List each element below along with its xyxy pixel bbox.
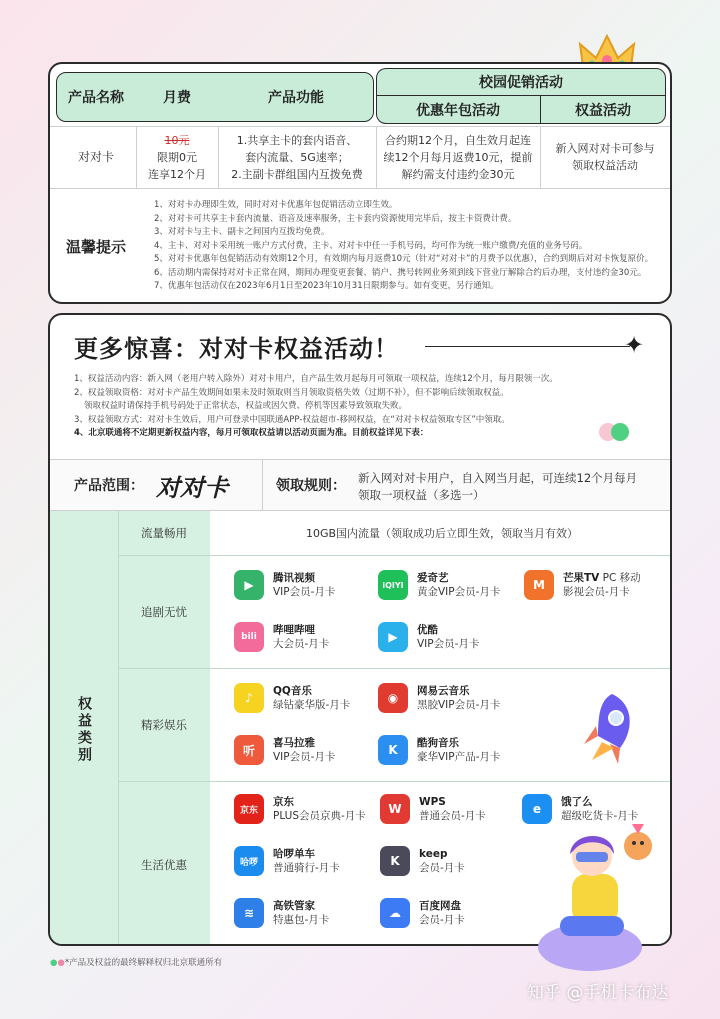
app-name: 腾讯视频 [273,572,315,584]
app-desc: VIP会员-月卡 [273,586,336,598]
green-dot [611,423,629,441]
app-extra: PC 移动 [599,572,641,584]
features-cell [218,126,376,188]
tip-item: 2、对对卡可共享主卡套内流量、语音及速率服务，主卡套内资源使用完毕后，按主卡资费计费。 [154,213,517,224]
gaotie-icon: ≋ [234,898,264,928]
app-name: 优酷 [417,624,438,636]
footnote-text: *产品及权益的最终解释权归北京联通所有 [64,958,223,968]
app-name: 饿了么 [561,796,593,808]
header-features: 产品功能 [268,90,324,106]
keep-icon: K [380,846,410,876]
rights-line: 新入网对对卡可参与 [555,142,655,155]
header-product-name: 产品名称 [68,90,124,106]
app-netease-music [378,683,500,713]
qq-music-icon: ♪ [234,683,264,713]
app-name: 京东 [273,796,294,808]
app-iqiyi [378,570,500,600]
app-desc: 会员-月卡 [419,914,465,926]
bilibili-icon: bili [234,622,264,652]
flow-text: 10GB国内流量（领取成功后立即生效，领取当月有效） [305,527,579,540]
app-name: 百度网盘 [419,900,461,912]
app-bilibili [234,622,329,652]
ximalaya-icon: 听 [234,735,264,765]
kugou-icon: K [378,735,408,765]
app-name: QQ音乐 [273,685,312,697]
decor-dots [605,423,629,445]
app-desc: 普通会员-月卡 [419,810,486,822]
girl-illustration [520,812,670,976]
scope-value: 对对卡 [156,474,228,502]
header-monthly-fee: 月费 [163,90,191,106]
wps-icon: W [380,794,410,824]
row-video [210,556,672,668]
rights-cell [540,126,670,188]
tips-list [154,199,664,294]
app-gaotie [234,898,329,928]
enjoy-months: 连享12个月 [148,167,206,181]
app-desc: 黑胶VIP会员-月卡 [417,699,501,711]
feature-line: 1.共享主卡的套内语音、 [236,133,358,147]
row-label-video: 追剧无忧 [141,605,187,619]
app-desc: VIP会员-月卡 [273,751,336,763]
app-name: 哈啰单车 [273,848,315,860]
app-wps [380,794,486,824]
row-label-flow: 流量畅用 [141,526,187,540]
tips-title: 温馨提示 [66,238,127,256]
app-desc: PLUS会员京典-月卡 [273,810,366,822]
iqiyi-icon: iQIYI [378,570,408,600]
scope-label: 产品范围： [74,478,144,494]
app-qq-music [234,683,350,713]
scope-divider [262,460,263,512]
old-price: 10元 [164,133,190,147]
row-label-life: 生活优惠 [141,858,187,872]
app-desc: 影视会员-月卡 [563,586,630,598]
monthly-fee-cell [136,126,218,188]
feature-line: 2.主副卡群组国内互拨免费 [231,167,363,181]
app-name: 哔哩哔哩 [273,624,315,636]
app-desc: 黄金VIP会员-月卡 [417,586,501,598]
annual-cell [376,126,540,188]
app-desc: VIP会员-月卡 [417,638,480,650]
app-kugou [378,735,500,765]
headline-rule [425,346,630,347]
app-desc: 特惠包-月卡 [273,914,330,926]
tencent-video-icon: ▶ [234,570,264,600]
note-item: 2、权益领取资格：对对卡产品生效期间如果未及时领取则当月领取资格失效（过期不补），但不影响后续领取权益。 [74,387,509,398]
app-ximalaya [234,735,335,765]
app-keep [380,846,465,876]
tip-item: 6、活动期内需保持对对卡正常在网，期间办理变更套餐、销户、携号转网业务须到线下营业厅解除合约后办理，支付违约金30元。 [154,267,647,278]
tip-item: 4、主卡、对对卡采用统一账户方式付费，主卡、对对卡中任一手机号码，均可作为统一账户缴费/充值的业务号码。 [154,240,588,251]
app-name: 喜马拉雅 [273,737,315,749]
category-label: 权益类别 [76,695,92,764]
app-desc: 大会员-月卡 [273,638,330,650]
header-campus-promo: 校园促销活动 [479,75,563,91]
row-label-ent: 精彩娱乐 [141,718,187,732]
app-name: keep [419,848,448,860]
annual-line: 合约期12个月，自生效月起连 [385,133,531,147]
app-desc: 超级吃货卡-月卡 [561,810,639,822]
note-item: 3、权益领取方式：对对卡生效后，用户可登录中国联通APP-权益超市-移网权益，在“对对卡权益领取专区”中领取。 [74,414,510,425]
app-desc: 普通骑行-月卡 [273,862,340,874]
tip-item: 3、对对卡与主卡、副卡之间国内互拨均免费。 [154,227,330,237]
app-youku [378,622,479,652]
app-hellobike [234,846,340,876]
row-flow [210,511,672,555]
product-name-cell: 对对卡 [77,149,114,164]
mango-tv-icon: M [524,570,554,600]
watermark: 知乎 @手机卡布达 [527,983,669,1003]
promo-headline: 更多惊喜：对对卡权益活动！ [74,335,399,363]
category-column [50,511,118,946]
app-name: 芒果TV [563,572,600,584]
annual-line: 解约需支付违约金30元 [401,167,515,181]
rights-line: 领取权益活动 [572,159,638,172]
scope-row [50,459,670,511]
sparkle-icon: ✦ [624,331,645,359]
tip-item: 5、对对卡优惠年包促销活动有效期12个月，有效期内每月返费10元（针对“对对卡”的月费予以优惠），合约到期后对对卡恢复原价。 [154,254,654,264]
tip-item: 7、优惠年包活动仅在2023年6月1日至2023年10月31日限期参与。如有变更，另行通知。 [154,281,499,291]
app-baidu-netdisk [380,898,465,928]
feature-line: 套内流量、5G速率； [245,150,349,164]
product-table-card [48,62,672,304]
rule-value: 新入网对对卡用户，自入网当月起，可连续12个月每月领取一项权益（多选一） [358,471,638,502]
row-bottom-border [50,188,672,189]
app-name: 高铁管家 [273,900,315,912]
footnote: ●●*产品及权益的最终解释权归北京联通所有 [50,958,223,968]
header-rights: 权益活动 [575,102,631,119]
rocket-illustration [572,690,642,774]
baidu-netdisk-icon: ☁ [380,898,410,928]
app-desc: 会员-月卡 [419,862,465,874]
header-annual-package: 优惠年包活动 [416,102,500,119]
youku-icon: ▶ [378,622,408,652]
note-item: 4、北京联通将不定期更新权益内容，每月可领取权益请以活动页面为准。目前权益详见下表： [74,428,429,438]
note-item: 1、权益活动内容：新入网（老用户转入除外）对对卡用户，自产品生效月起每月可领取一项权益，连续12个月，每月限领一次。 [74,374,558,384]
app-jd [234,794,366,824]
tip-item: 1、对对卡办理即生效，同时对对卡优惠年包促销活动立即生效。 [154,200,398,210]
app-tencent-video [234,570,335,600]
app-desc: 绿钻豪华版-月卡 [273,699,351,711]
annual-line: 续12个月每月返费10元，提前 [383,150,533,164]
app-desc: 豪华VIP产品-月卡 [417,751,501,763]
jd-icon: 京东 [234,794,264,824]
note-item: 领取权益时请保持手机号码处于正常状态，权益或因欠费、停机等因素导致领取失败。 [84,401,408,411]
app-name: 爱奇艺 [417,572,449,584]
hellobike-icon: 哈啰 [234,846,264,876]
netease-music-icon: ◉ [378,683,408,713]
app-mango-tv [524,570,641,600]
app-name: WPS [419,796,446,808]
eleme-icon: e [522,794,552,824]
app-name: 网易云音乐 [417,685,470,697]
promo-notes [74,373,654,441]
rule-label: 领取规则： [276,478,346,494]
app-name: 酷狗音乐 [417,737,459,749]
limited-price: 限期0元 [157,150,197,164]
